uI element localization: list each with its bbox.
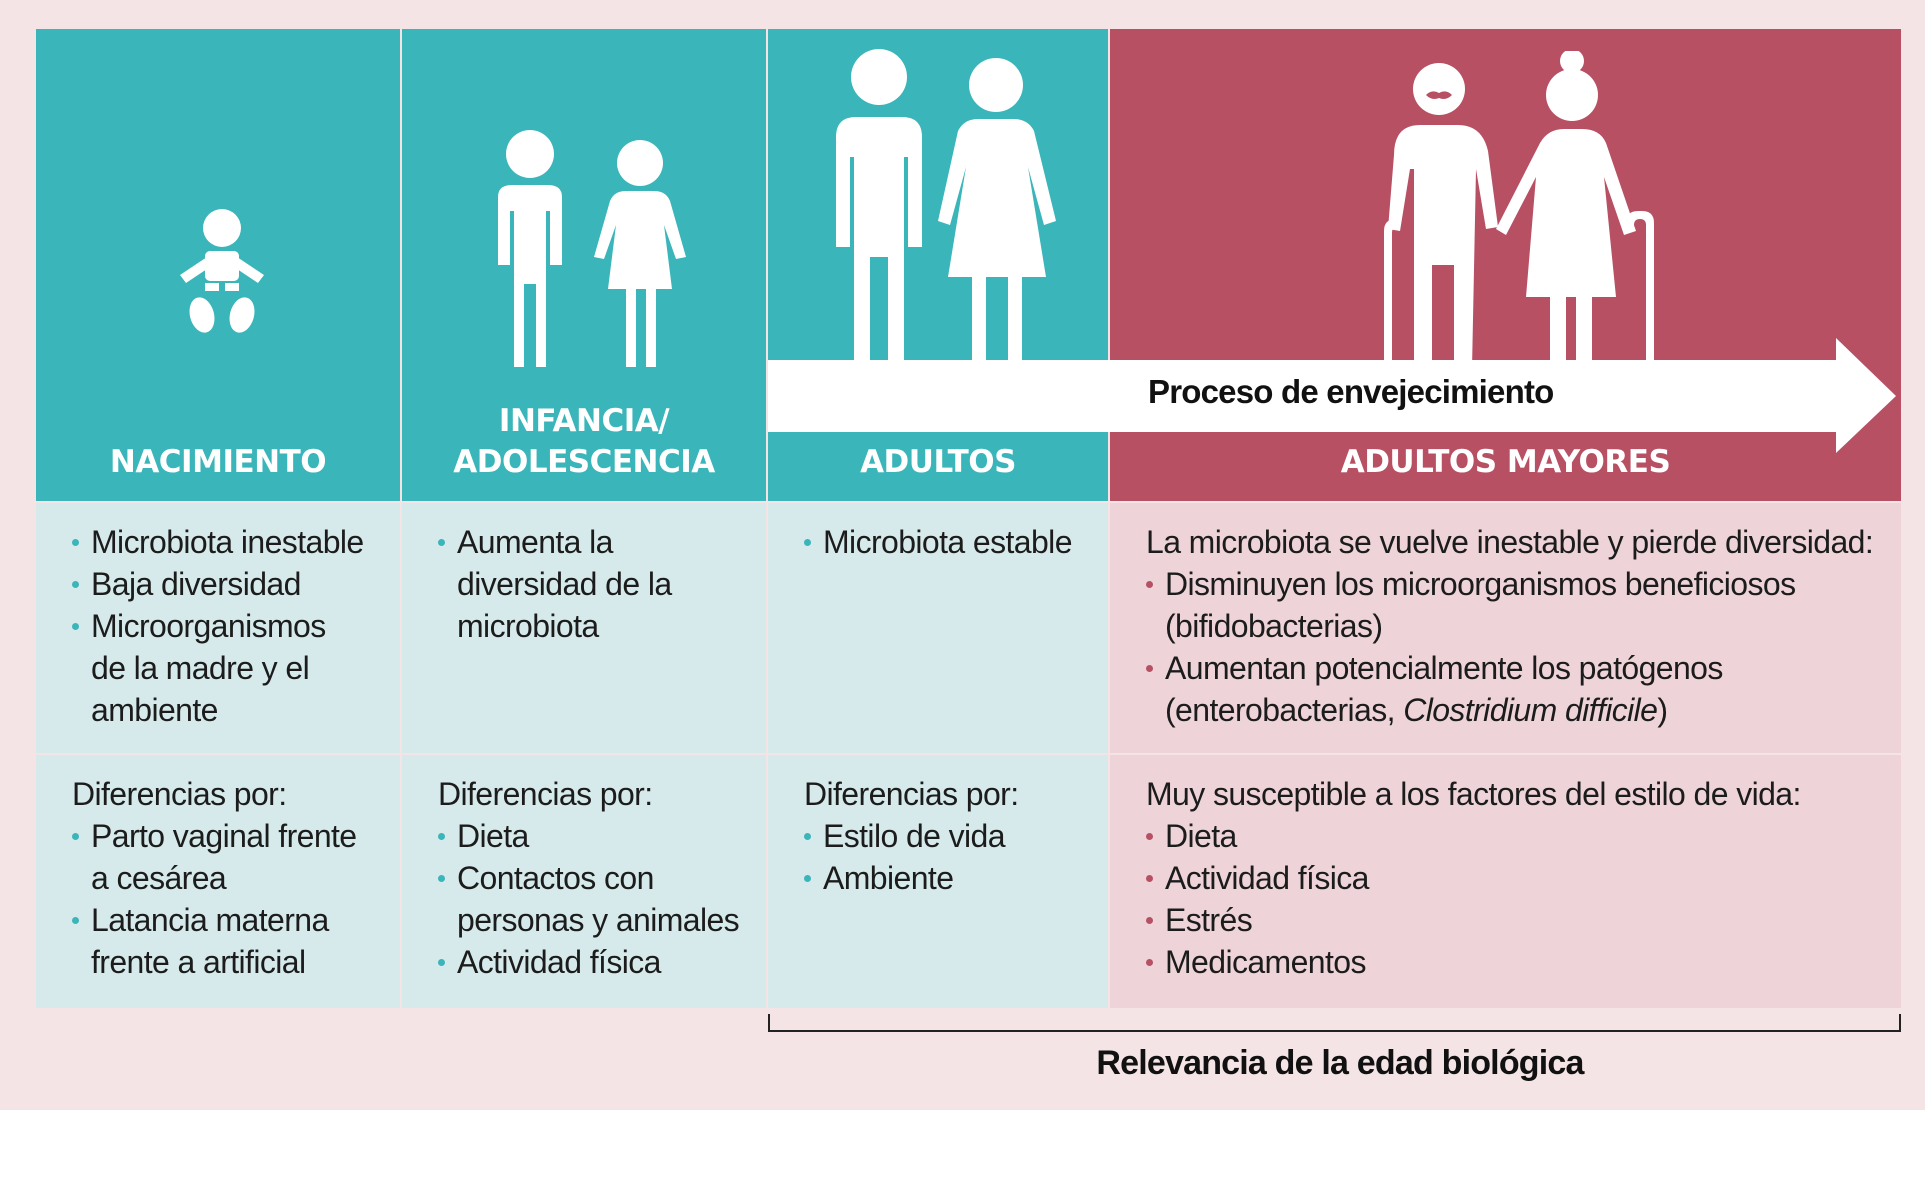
factors-cell <box>36 755 400 1008</box>
arrow-label: Proceso de envejecimiento <box>1148 373 1554 410</box>
factors-cell <box>1110 755 1901 1008</box>
list-item: Microbiota estable <box>804 521 1088 563</box>
list-item: Aumenta la diversidad de la microbiota <box>438 521 707 647</box>
stage-title-line2: ADOLESCENCIA <box>453 444 715 480</box>
list-item: Ambiente <box>804 857 1088 899</box>
list-item: Estilo de vida <box>804 815 1088 857</box>
microbiota-intro: La microbiota se vuelve inestable y pierde diversidad: <box>1146 524 1874 560</box>
stage-title: NACIMIENTO <box>109 444 327 480</box>
list-item: Latancia materna frente a artificial <box>72 899 361 983</box>
elderly-couple-icon <box>1354 51 1664 371</box>
stage-title: ADULTOS <box>860 444 1016 480</box>
list-item-text: Aumentan potencialmente los patógenos (enterobacterias, <box>1165 650 1723 728</box>
microbiota-cell <box>768 503 1108 753</box>
list-item: Estrés <box>1146 899 1881 941</box>
children-icon <box>484 129 694 369</box>
list-item: Contactos con personas y animales <box>438 857 757 941</box>
factors-intro: Diferencias por: <box>438 776 653 812</box>
species-name: Clostridium difficile <box>1403 692 1658 728</box>
baby-icon <box>172 205 272 345</box>
factors-intro: Muy susceptible a los factores del estilo de vida: <box>1146 776 1801 812</box>
list-item: Dieta <box>438 815 746 857</box>
microbiota-cell <box>36 503 400 753</box>
microbiota-cell <box>402 503 766 753</box>
stage-title: ADULTOS MAYORES <box>1340 444 1671 480</box>
stage-title-line1: INFANCIA/ <box>498 403 670 439</box>
list-item: Actividad física <box>1146 857 1881 899</box>
list-item: Dieta <box>1146 815 1881 857</box>
list-item: Parto vaginal frente a cesárea <box>72 815 381 899</box>
list-item-close: ) <box>1657 692 1668 728</box>
factors-cell <box>402 755 766 1008</box>
list-item <box>1146 647 1805 731</box>
list-item: Disminuyen los microorganismos beneficiosos (bifidobacterias) <box>1146 563 1825 647</box>
bracket-label: Relevancia de la edad biológica <box>1096 1044 1584 1082</box>
column-header <box>402 29 766 501</box>
factors-cell <box>768 755 1108 1008</box>
list-item: Microorganismos de la madre y el ambiente <box>72 605 341 731</box>
adults-icon <box>818 47 1068 367</box>
list-item: Baja diversidad <box>72 563 380 605</box>
biological-age-bracket <box>768 1014 1901 1034</box>
factors-intro: Diferencias por: <box>804 776 1019 812</box>
column-header <box>36 29 400 501</box>
list-item: Microbiota inestable <box>72 521 380 563</box>
microbiota-cell <box>1110 503 1901 753</box>
list-item: Medicamentos <box>1146 941 1881 983</box>
list-item: Actividad física <box>438 941 746 983</box>
factors-intro: Diferencias por: <box>72 776 287 812</box>
